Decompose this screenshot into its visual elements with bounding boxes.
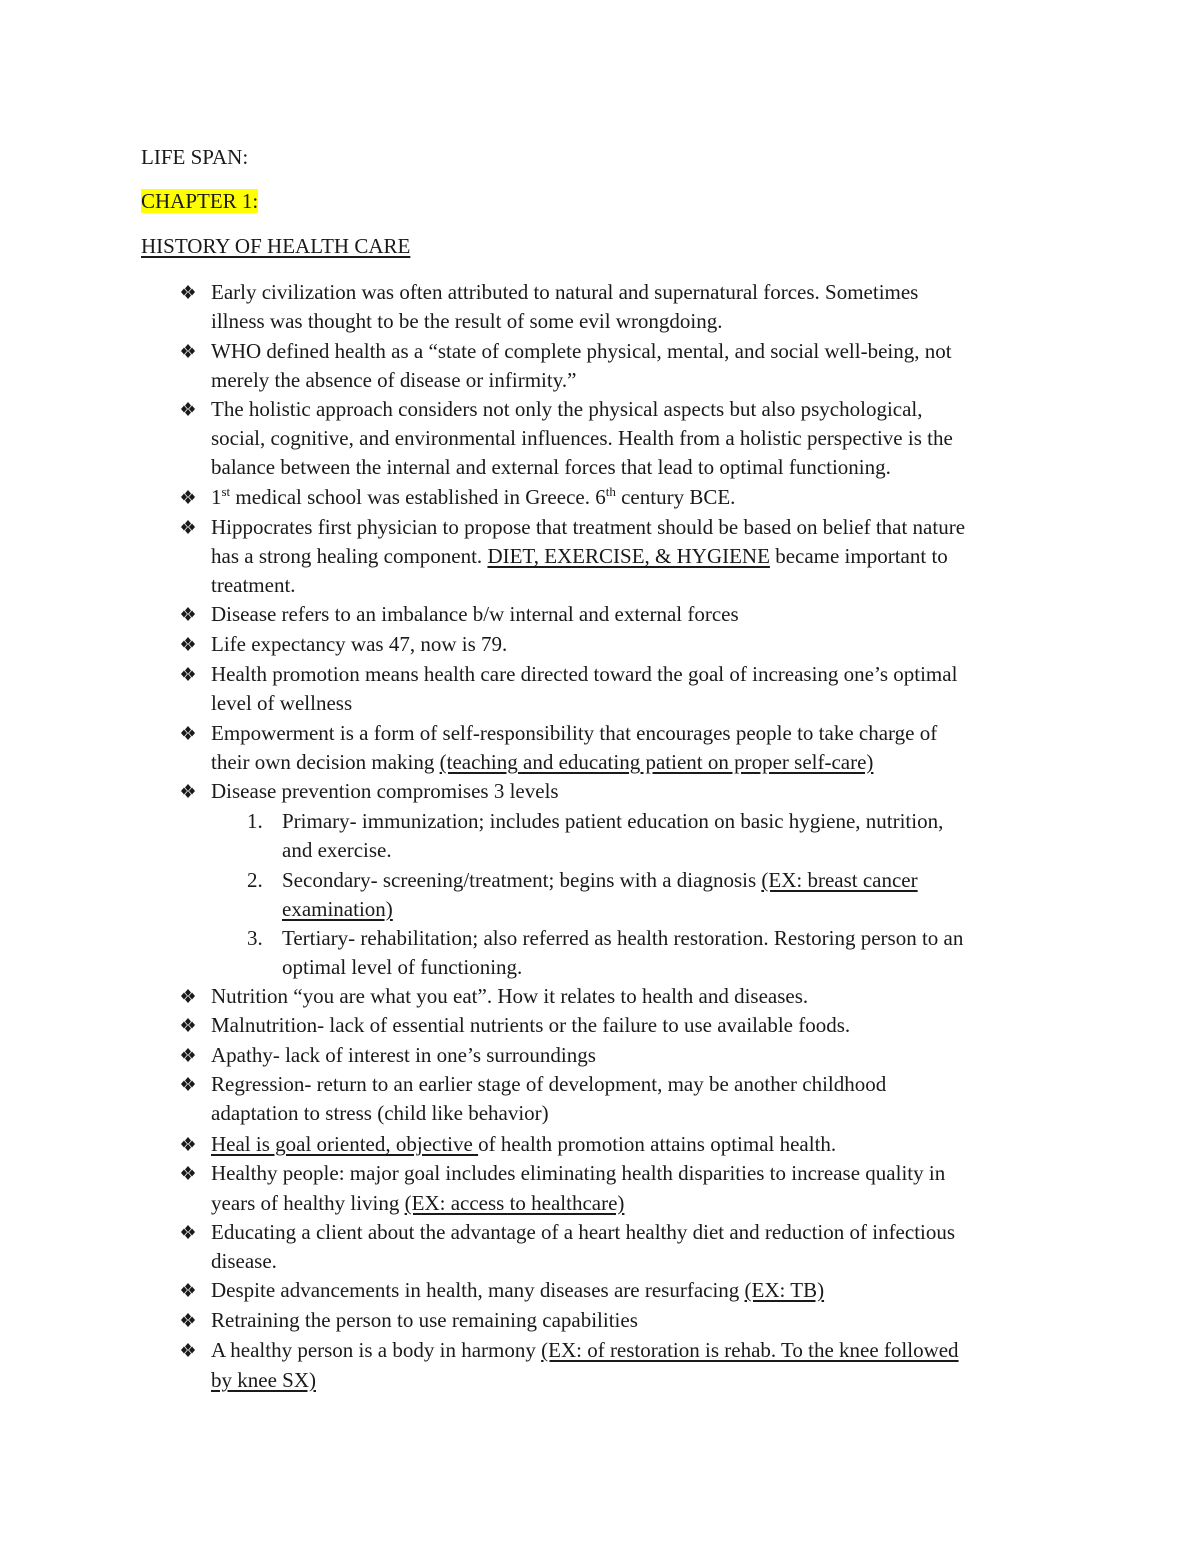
diamond-bullet-icon — [180, 1217, 198, 1247]
ordinal-suffix: th — [605, 484, 616, 499]
document-title: LIFE SPAN: — [141, 145, 249, 169]
list-number: 1. — [247, 809, 263, 833]
level-3-line-1: Tertiary- rehabilitation; also referred as health restoration. Restoring person to an — [282, 926, 964, 950]
bullet-20-line-2: by knee SX) — [211, 1368, 316, 1392]
bullet-5-line-3: treatment. — [211, 573, 296, 597]
bullet-12-line-1: Malnutrition- lack of essential nutrients or the failure to use available foods. — [211, 1013, 851, 1037]
bullet-1-line-1: Early civilization was often attributed to natural and supernatural forces. Sometimes — [211, 280, 919, 304]
bullet-14-line-2: adaptation to stress (child like behavior) — [211, 1101, 549, 1125]
bullet-15-underlined: Heal is goal oriented, objective — [211, 1132, 479, 1156]
ordinal-number: 1 — [211, 485, 222, 509]
bullet-3-line-3: balance between the internal and external forces that lead to optimal functioning. — [211, 455, 891, 479]
bullet-6-line-1: Disease refers to an imbalance b/w internal and external forces — [211, 602, 739, 626]
diamond-bullet-icon — [180, 1129, 198, 1159]
list-number: 3. — [247, 926, 263, 950]
diamond-bullet-icon — [180, 1158, 198, 1188]
bullet-5-underlined: DIET, EXERCISE, & HYGIENE — [487, 544, 770, 568]
bullet-16-line-1: Healthy people: major goal includes eliminating health disparities to increase quality in — [211, 1161, 946, 1185]
chapter-highlight: CHAPTER 1: — [141, 189, 259, 213]
bullet-19-line-1: Retraining the person to use remaining capabilities — [211, 1308, 638, 1332]
level-2-underlined: (EX: breast cancer — [761, 868, 918, 892]
bullet-17-line-1: Educating a client about the advantage of a heart healthy diet and reduction of infectious — [211, 1220, 956, 1244]
diamond-bullet-icon — [180, 512, 198, 542]
section-heading: HISTORY OF HEALTH CARE — [141, 234, 411, 258]
bullet-9-text: their own decision making — [211, 750, 440, 774]
bullet-14-line-1: Regression- return to an earlier stage of development, may be another childhood — [211, 1072, 887, 1096]
diamond-bullet-icon — [180, 277, 198, 307]
diamond-bullet-icon — [180, 659, 198, 689]
diamond-bullet-icon — [180, 1010, 198, 1040]
bullet-17-line-2: disease. — [211, 1249, 277, 1273]
level-1-line-1: Primary- immunization; includes patient education on basic hygiene, nutrition, — [282, 809, 944, 833]
diamond-bullet-icon — [180, 482, 198, 512]
bullet-13-line-1: Apathy- lack of interest in one’s surroundings — [211, 1043, 596, 1067]
bullet-15-text: of health promotion attains optimal health. — [478, 1132, 837, 1156]
bullet-5-text: has a strong healing component. — [211, 544, 488, 568]
diamond-bullet-icon — [180, 1275, 198, 1305]
diamond-bullet-icon — [180, 1335, 198, 1365]
bullet-4-text-end: century BCE. — [615, 485, 736, 509]
bullet-5-text-end: became important to — [769, 544, 948, 568]
bullet-10-line-1: Disease prevention compromises 3 levels — [211, 779, 559, 803]
bullet-20-line-1 — [211, 1335, 959, 1365]
bullet-8-line-1: Health promotion means health care directed toward the goal of increasing one’s optimal — [211, 662, 958, 686]
level-2-line-1 — [282, 865, 918, 895]
level-2-text: Secondary- screening/treatment; begins with a diagnosis — [282, 868, 762, 892]
bullet-2-line-1: WHO defined health as a “state of complete physical, mental, and social well-being, not — [211, 339, 952, 363]
level-2-line-2: examination) — [282, 897, 393, 921]
bullet-7-line-1: Life expectancy was 47, now is 79. — [211, 632, 508, 656]
bullet-5-line-1: Hippocrates first physician to propose that treatment should be based on belief that nature — [211, 515, 966, 539]
diamond-bullet-icon — [180, 394, 198, 424]
diamond-bullet-icon — [180, 1305, 198, 1335]
bullet-11-line-1: Nutrition “you are what you eat”. How it relates to health and diseases. — [211, 984, 809, 1008]
bullet-5-line-2 — [211, 541, 948, 571]
bullet-20-text: A healthy person is a body in harmony — [211, 1338, 542, 1362]
bullet-9-line-1: Empowerment is a form of self-responsibility that encourages people to take charge of — [211, 721, 938, 745]
bullet-3-line-1: The holistic approach considers not only the physical aspects but also psychological, — [211, 397, 923, 421]
bullet-15-line-1 — [211, 1129, 836, 1159]
bullet-8-line-2: level of wellness — [211, 691, 353, 715]
ordinal-suffix: st — [221, 484, 231, 499]
bullet-18-line-1 — [211, 1275, 824, 1305]
bullet-2-line-2: merely the absence of disease or infirmity.” — [211, 368, 577, 392]
diamond-bullet-icon — [180, 1040, 198, 1070]
diamond-bullet-icon — [180, 599, 198, 629]
bullet-16-text: years of healthy living — [211, 1191, 405, 1215]
list-number: 2. — [247, 868, 263, 892]
level-3-line-2: optimal level of functioning. — [282, 955, 523, 979]
bullet-4-line-1 — [211, 482, 735, 515]
level-1-line-2: and exercise. — [282, 838, 392, 862]
bullet-4-text: medical school was established in Greece. 6 — [230, 485, 606, 509]
bullet-3-line-2: social, cognitive, and environmental influences. Health from a holistic perspective is the — [211, 426, 953, 450]
bullet-18-underlined: (EX: TB) — [744, 1278, 825, 1302]
diamond-bullet-icon — [180, 981, 198, 1011]
diamond-bullet-icon — [180, 776, 198, 806]
bullet-9-line-2 — [211, 747, 873, 777]
chapter-heading — [141, 186, 258, 216]
bullet-20-underlined: (EX: of restoration is rehab. To the knee followed — [541, 1338, 959, 1362]
bullet-16-underlined: (EX: access to healthcare) — [404, 1191, 625, 1215]
bullet-1-line-2: illness was thought to be the result of some evil wrongdoing. — [211, 309, 723, 333]
bullet-16-line-2 — [211, 1188, 624, 1218]
diamond-bullet-icon — [180, 336, 198, 366]
bullet-18-text: Despite advancements in health, many diseases are resurfacing — [211, 1278, 745, 1302]
diamond-bullet-icon — [180, 629, 198, 659]
bullet-9-underlined: (teaching and educating patient on proper self-care) — [439, 750, 874, 774]
diamond-bullet-icon — [180, 718, 198, 748]
diamond-bullet-icon — [180, 1069, 198, 1099]
